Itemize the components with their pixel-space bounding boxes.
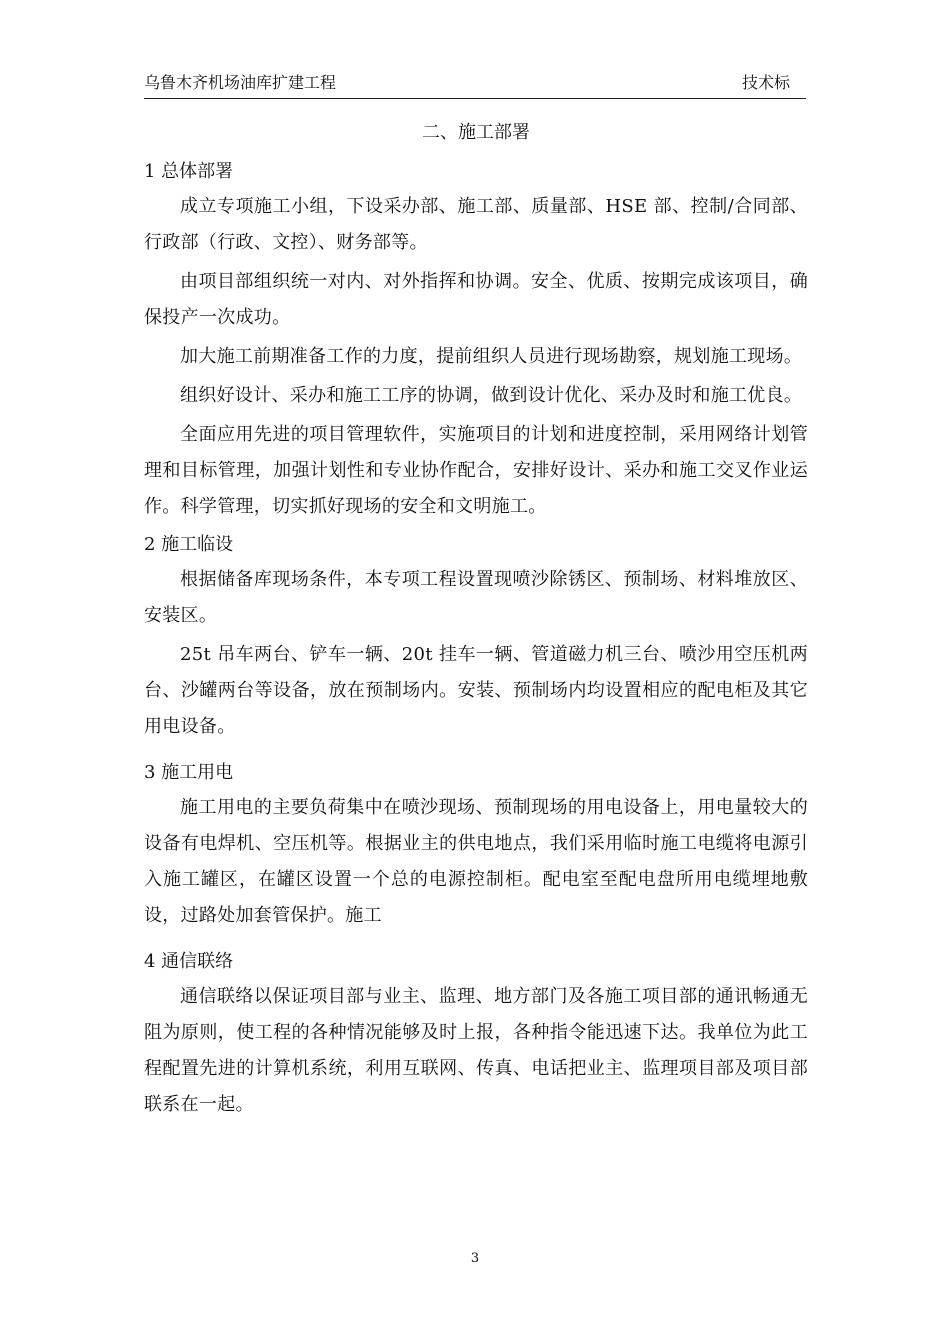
header-doc-type: 技术标: [741, 73, 790, 92]
paragraph: 全面应用先进的项目管理软件，实施项目的计划和进度控制，采用网络计划管理和目标管理，加强计划性和专业协作配合，安排好设计、采办和施工交叉作业运作。科学管理，切实抓好现场的安全和文明施工。: [144, 424, 808, 517]
paragraph: 25t 吊车两台、铲车一辆、20t 挂车一辆、管道磁力机三台、喷沙用空压机两台、沙罐两台等设备，放在预制场内。安装、预制场内均设置相应的配电柜及其它用电设备。: [144, 644, 808, 737]
paragraph: 施工用电的主要负荷集中在喷沙现场、预制现场的用电设备上，用电量较大的设备有电焊机、空压机等。根据业主的供电地点，我们采用临时施工电缆将电源引入施工罐区，在罐区设置一个总的电源控制柜。配电室至配电盘所用电缆埋地敷设，过路处加套管保护。施工: [144, 797, 808, 926]
section-heading: 4 通信联络: [144, 951, 234, 972]
page-title: 二、施工部署: [422, 122, 530, 143]
paragraph: 加大施工前期准备工作的力度，提前组织人员进行现场勘察，规划施工现场。: [180, 346, 803, 367]
spacer: [144, 937, 808, 945]
spacer: [144, 748, 808, 756]
paragraph: 由项目部组织统一对内、对外指挥和协调。安全、优质、按期完成该项目，确保投产一次成功。: [144, 271, 808, 328]
header-project-name: 乌鲁木齐机场油库扩建工程: [144, 73, 337, 92]
section-heading: 1 总体部署: [144, 161, 234, 182]
paragraph: 成立专项施工小组，下设采办部、施工部、质量部、HSE 部、控制/合同部、行政部（行政、文控）、财务部等。: [144, 196, 808, 253]
paragraph: 通信联络以保证项目部与业主、监理、地方部门及各施工项目部的通讯畅通无阻为原则，使工程的各种情况能够及时上报，各种指令能迅速下达。我单位为此工程配置先进的计算机系统，利用互联网、传真、电话把业主、监理项目部及项目部联系在一起。: [144, 986, 808, 1115]
page-content: [144, 118, 808, 1126]
header-rule: [144, 98, 806, 99]
page-number: 3: [470, 1251, 480, 1266]
section-heading: 2 施工临设: [144, 534, 234, 555]
paragraph: 根据储备库现场条件，本专项工程设置现喷沙除锈区、预制场、材料堆放区、安装区。: [144, 569, 808, 626]
paragraph: 组织好设计、采办和施工工序的协调，做到设计优化、采办及时和施工优良。: [180, 385, 803, 406]
section-heading: 3 施工用电: [144, 762, 234, 783]
